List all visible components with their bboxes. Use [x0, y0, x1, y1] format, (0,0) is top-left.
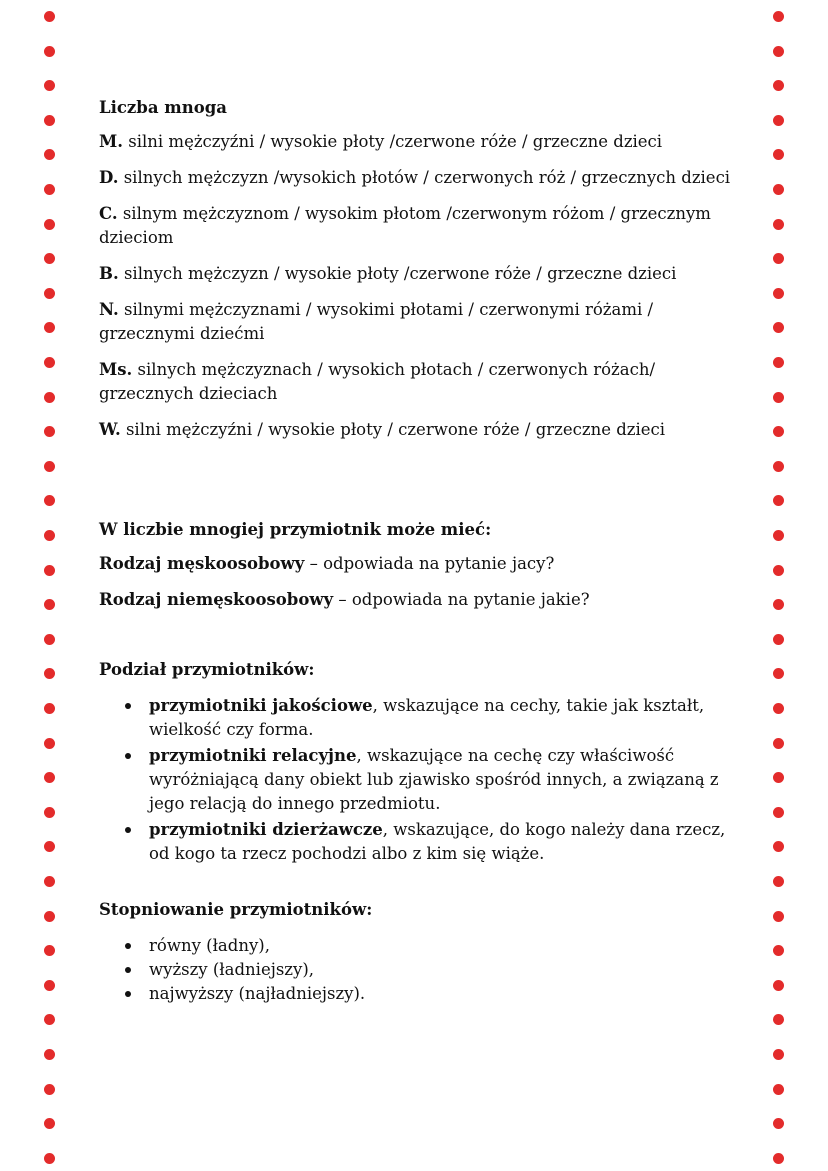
border-dot [44, 530, 55, 541]
list-item: wyższy (ładniejszy), [149, 958, 739, 982]
border-dot [44, 184, 55, 195]
border-dot [44, 11, 55, 22]
border-dot [44, 149, 55, 160]
degrees-heading: Stopniowanie przymiotników: [99, 900, 373, 919]
division-text: , wskazujące na cechę czy właściwość wyróżniającą dany obiekt lub zjawisko spośród innych, a związaną z jego relacją do innego przedmiotu. [149, 746, 719, 813]
border-dot [44, 841, 55, 852]
border-dot [773, 253, 784, 264]
border-dot [44, 807, 55, 818]
border-dot [773, 46, 784, 57]
border-dot [773, 184, 784, 195]
border-dot [44, 461, 55, 472]
case-text: silnych mężczyzn /wysokich płotów / czerwonych róż / grzecznych dzieci [118, 168, 731, 187]
border-dot [773, 322, 784, 333]
border-dot [773, 565, 784, 576]
list-item [149, 744, 739, 816]
border-dot [773, 841, 784, 852]
case-abbr: Ms. [99, 360, 133, 379]
division-text: , wskazujące, do kogo należy dana rzecz, od kogo ta rzecz pochodzi albo z kim się wiąże. [149, 820, 726, 863]
border-dot [44, 253, 55, 264]
gender-item-non-masculine-personal [99, 588, 739, 612]
border-dot [773, 392, 784, 403]
border-dot [44, 1153, 55, 1164]
gender-text: – odpowiada na pytanie jakie? [333, 590, 590, 609]
border-dot [773, 149, 784, 160]
case-line-instrumental [99, 298, 739, 346]
division-text: , wskazujące na cechy, takie jak kształt, wielkość czy forma. [149, 696, 705, 739]
case-text: silni mężczyźni / wysokie płoty /czerwone róże / grzeczne dzieci [123, 132, 663, 151]
border-dot [44, 80, 55, 91]
border-dot [773, 634, 784, 645]
gender-text: – odpowiada na pytanie jacy? [304, 554, 555, 573]
border-dot [44, 357, 55, 368]
case-abbr: D. [99, 168, 119, 187]
division-list [99, 694, 739, 866]
gender-term: Rodzaj niemęskoosobowy [99, 590, 334, 609]
case-line-locative [99, 358, 739, 406]
list-item: najwyższy (najładniejszy). [149, 982, 739, 1006]
case-line-dative [99, 202, 739, 250]
case-line-genitive [99, 166, 739, 190]
border-dot [773, 599, 784, 610]
border-dot [773, 911, 784, 922]
gender-term: Rodzaj męskoosobowy [99, 554, 305, 573]
right-dot-border [773, 0, 785, 1171]
list-item [149, 694, 739, 742]
case-abbr: B. [99, 264, 119, 283]
border-dot [773, 1049, 784, 1060]
case-text: silnym mężczyznom / wysokim płotom /czerwonym różom / grzecznym dzieciom [99, 204, 711, 247]
border-dot [773, 1153, 784, 1164]
border-dot [773, 357, 784, 368]
case-text: silnych mężczyznach / wysokich płotach / czerwonych różach/ grzecznych dzieciach [99, 360, 656, 403]
border-dot [773, 461, 784, 472]
border-dot [773, 876, 784, 887]
list-item: równy (ładny), [149, 934, 739, 958]
division-heading: Podział przymiotników: [99, 660, 315, 679]
list-item [149, 818, 739, 866]
border-dot [773, 772, 784, 783]
case-abbr: C. [99, 204, 118, 223]
document-content [99, 96, 739, 1006]
border-dot [44, 219, 55, 230]
border-dot [44, 1084, 55, 1095]
border-dot [44, 772, 55, 783]
border-dot [44, 322, 55, 333]
border-dot [44, 288, 55, 299]
case-text: silnymi mężczyznami / wysokimi płotami / czerwonymi różami / grzecznymi dziećmi [99, 300, 654, 343]
division-term: przymiotniki dzierżawcze [149, 820, 383, 839]
border-dot [44, 703, 55, 714]
border-dot [773, 426, 784, 437]
border-dot [773, 1084, 784, 1095]
border-dot [44, 1118, 55, 1129]
case-line-nominative [99, 130, 739, 154]
division-term: przymiotniki jakościowe [149, 696, 373, 715]
border-dot [773, 115, 784, 126]
plural-heading: Liczba mnoga [99, 98, 227, 117]
gender-heading: W liczbie mnogiej przymiotnik może mieć: [99, 520, 492, 539]
border-dot [44, 668, 55, 679]
border-dot [44, 115, 55, 126]
border-dot [773, 495, 784, 506]
border-dot [773, 945, 784, 956]
border-dot [773, 980, 784, 991]
border-dot [773, 80, 784, 91]
case-text: silnych mężczyzn / wysokie płoty /czerwone róże / grzeczne dzieci [118, 264, 677, 283]
degrees-list [99, 934, 739, 1006]
border-dot [773, 288, 784, 299]
border-dot [44, 634, 55, 645]
border-dot [773, 530, 784, 541]
border-dot [773, 807, 784, 818]
case-abbr: N. [99, 300, 119, 319]
border-dot [44, 1014, 55, 1025]
border-dot [44, 911, 55, 922]
case-text: silni mężczyźni / wysokie płoty / czerwone róże / grzeczne dzieci [120, 420, 666, 439]
border-dot [773, 668, 784, 679]
border-dot [44, 392, 55, 403]
gender-item-masculine-personal [99, 552, 739, 576]
left-dot-border [44, 0, 56, 1171]
division-term: przymiotniki relacyjne [149, 746, 357, 765]
border-dot [44, 426, 55, 437]
case-line-vocative [99, 418, 739, 442]
border-dot [773, 1014, 784, 1025]
border-dot [773, 703, 784, 714]
border-dot [773, 738, 784, 749]
border-dot [773, 219, 784, 230]
border-dot [44, 738, 55, 749]
case-abbr: W. [99, 420, 121, 439]
border-dot [44, 46, 55, 57]
border-dot [44, 876, 55, 887]
border-dot [773, 11, 784, 22]
border-dot [44, 495, 55, 506]
border-dot [773, 1118, 784, 1129]
case-abbr: M. [99, 132, 124, 151]
border-dot [44, 599, 55, 610]
border-dot [44, 980, 55, 991]
case-line-accusative [99, 262, 739, 286]
border-dot [44, 1049, 55, 1060]
border-dot [44, 945, 55, 956]
border-dot [44, 565, 55, 576]
